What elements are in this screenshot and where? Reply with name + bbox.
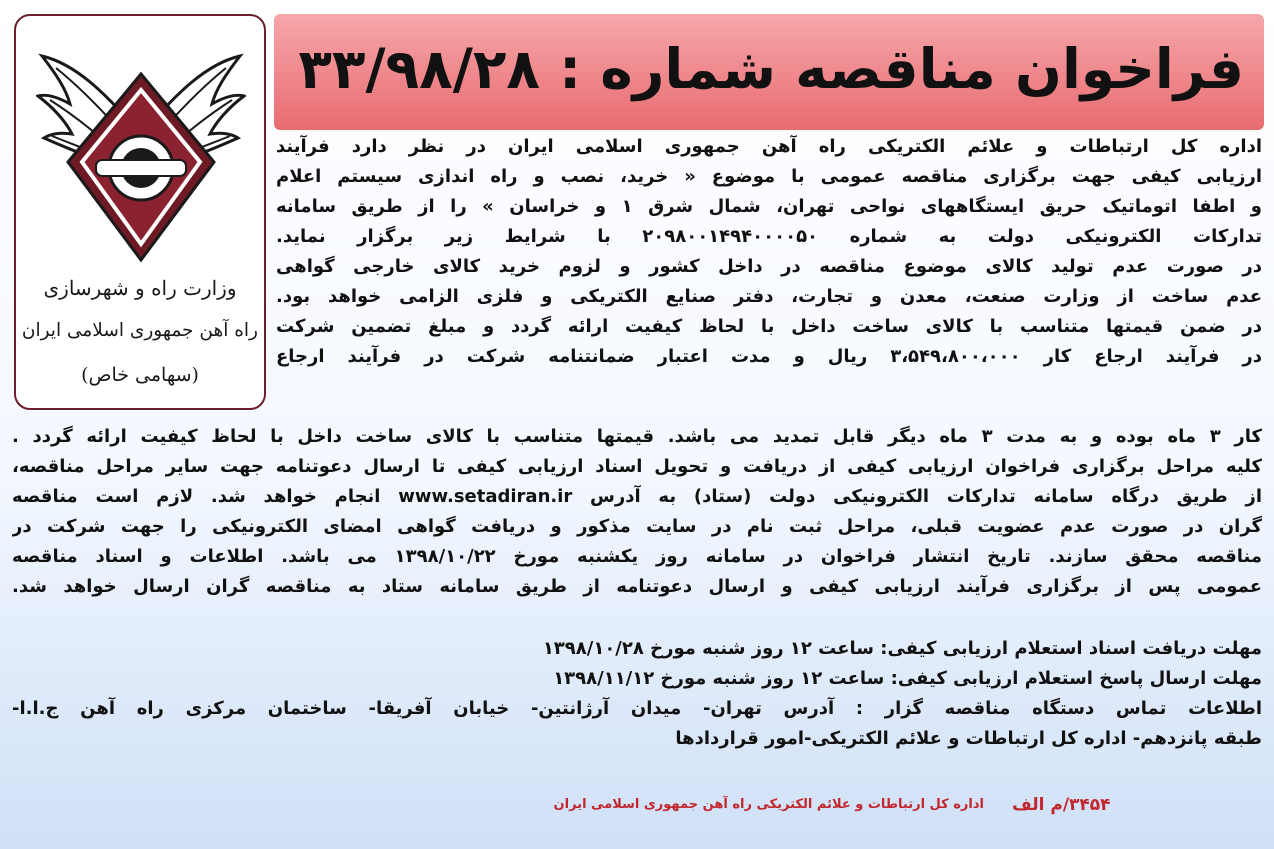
body-line: در ضمن قیمتها متناسب با کالای ساخت داخل با لحاظ کیفیت ارائه گردد و مبلغ تضمین شرکت [276, 316, 1262, 337]
body-line: در صورت عدم تولید کالای موضوع مناقصه در داخل کشور و لزوم خرید کالای خارجی گواهی [276, 256, 1262, 277]
body-line: مناقصه محقق سازند. تاریخ انتشار فراخوان در سامانه روز یکشنبه مورخ ۱۳۹۸/۱۰/۲۲ می باشد. اطلاعات و اسناد مناقصه [12, 546, 1262, 567]
company-name: راه آهن جمهوری اسلامی ایران [21, 320, 258, 341]
ad-code: ۳۴۵۴/م الف [1012, 795, 1111, 815]
body-line: عمومی پس از برگزاری فرآیند ارزیابی کیفی و ارسال دعوتنامه از طریق سامانه ستاد به مناقصه گران ارسال خواهد شد. [12, 576, 1262, 597]
company-type: (سهامی خاص) [81, 364, 199, 386]
contact-info: اطلاعات تماس دستگاه مناقصه گزار : آدرس تهران- میدان آرژانتین- خیابان آفریقا- ساختمان مرکزی راه آهن ج.ا.ا- [12, 698, 1262, 719]
page-title: فراخوان مناقصه شماره : ۳۳/۹۸/۲۸ [298, 37, 1244, 101]
contact-info-cont: طبقه پانزدهم- اداره کل ارتباطات و علائم الکتریکی-امور قراردادها [675, 728, 1262, 749]
deadline-submit: مهلت ارسال پاسخ استعلام ارزیابی کیفی: ساعت ۱۲ روز شنبه مورخ ۱۳۹۸/۱۱/۱۲ [553, 668, 1262, 689]
body-line: کلیه مراحل برگزاری فراخوان ارزیابی کیفی از دریافت و تحویل اسناد ارزیابی کیفی تا ارسال دعوتنامه جهت سایر مراحل مناقصه، [12, 456, 1262, 477]
ministry-name: وزارت راه و شهرسازی [43, 276, 237, 300]
deadline-receive: مهلت دریافت اسناد استعلام ارزیابی کیفی: ساعت ۱۲ روز شنبه مورخ ۱۳۹۸/۱۰/۲۸ [542, 638, 1262, 659]
body-line: کار ۳ ماه بوده و به مدت ۳ ماه دیگر قابل تمدید می باشد. قیمتها متناسب با کالای ساخت داخل با لحاظ کیفیت ارائه گردد . [12, 426, 1262, 447]
body-line: اداره کل ارتباطات و علائم الکتریکی راه آهن جمهوری اسلامی ایران در نظر دارد فرآیند [276, 136, 1262, 157]
body-line: ارزیابی کیفی جهت برگزاری مناقصه عمومی با موضوع « خرید، نصب و راه اندازی سیستم اعلام [276, 166, 1262, 187]
body-line: و اطفا اتوماتیک حریق ایستگاههای نواحی تهران، شمال شرق ۱ و خراسان » را از طریق سامانه [276, 196, 1262, 217]
body-line: از طریق درگاه سامانه تدارکات الکترونیکی دولت (ستاد) به آدرس www.setadiran.ir انجام خواهد شد. لازم است مناقصه [12, 486, 1262, 507]
body-line: تدارکات الکترونیکی دولت به شماره ۲۰۹۸۰۰۱۴۹۴۰۰۰۰۵۰ با شرایط زیر برگزار نماید. [276, 226, 1262, 247]
body-line: در فرآیند ارجاع کار ۳،۵۴۹،۸۰۰،۰۰۰ ریال و مدت اعتبار ضمانتنامه شرکت در فرآیند ارجاع [276, 346, 1262, 367]
body-line: عدم ساخت از وزارت صنعت، معدن و تجارت، دفتر صنایع الکتریکی و فلزی الزامی خواهد بود. [276, 286, 1262, 307]
body-line: گران در صورت عدم عضویت قبلی، مراحل ثبت نام در سایت مذکور و دریافت گواهی امضای الکترونیکی را جهت شرکت در [12, 516, 1262, 537]
signature: اداره کل ارتباطات و علائم الکتریکی راه آهن جمهوری اسلامی ایران [553, 797, 984, 812]
